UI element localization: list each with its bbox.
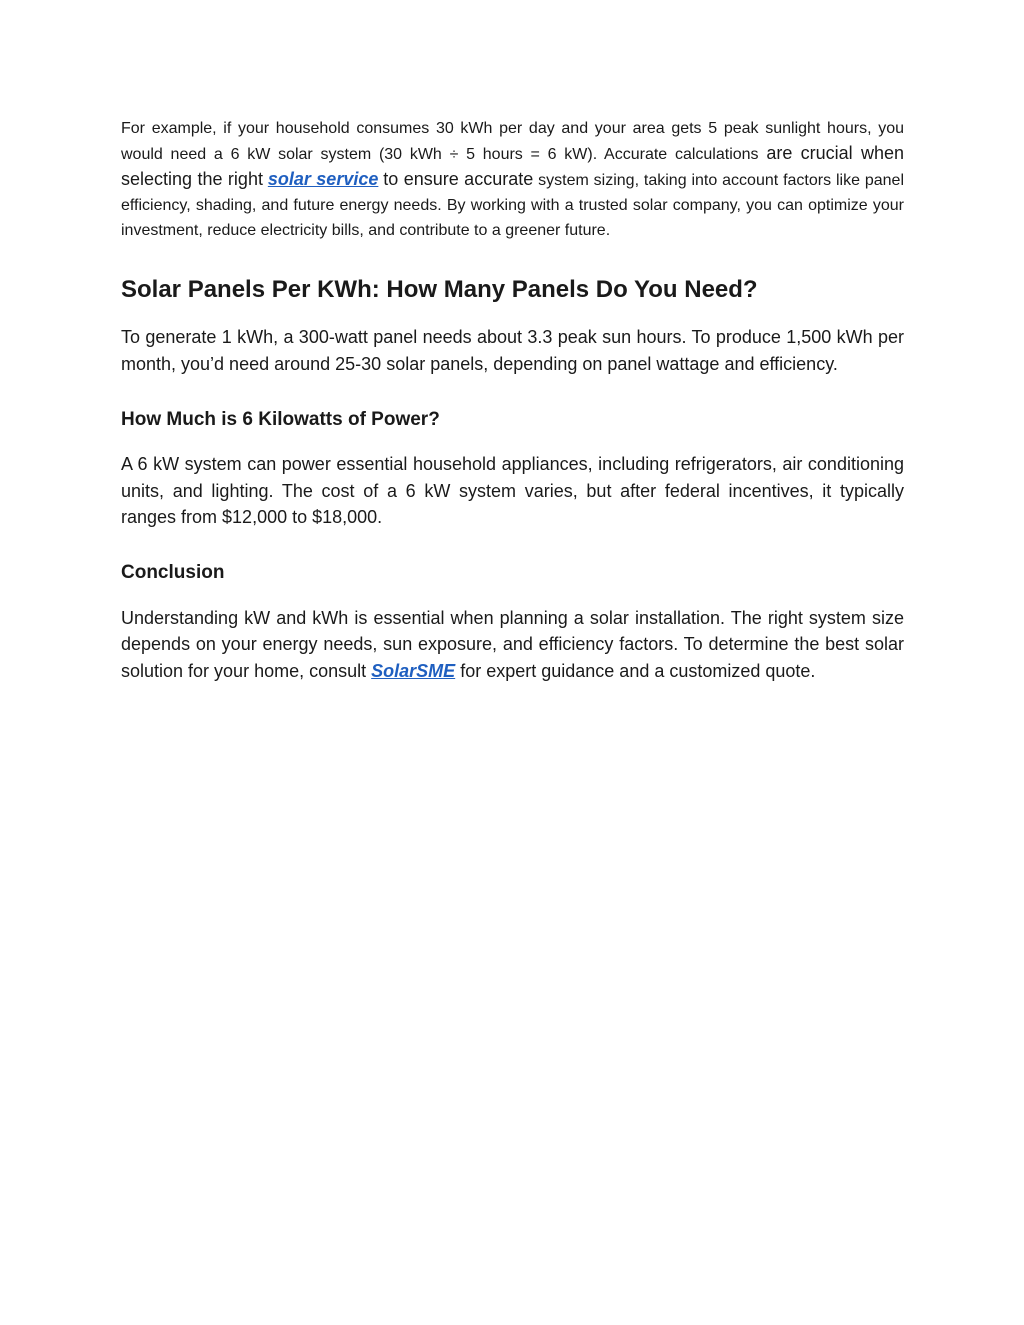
conclusion-text-part2: for expert guidance and a customized quote. [460,660,816,681]
section-heading-panels-per-kwh: Solar Panels Per KWh: How Many Panels Do You Need? [121,276,758,303]
6-kilowatts-paragraph: A 6 kW system can power essential household appliances, including refrigerators, air conditioning units, and lighting. The cost of a 6 kW system varies, but after federal incentives, it typically ranges from $12,000 to $18,000. [121,454,904,527]
intro-text-part3: to ensure accurate [383,169,534,189]
conclusion-text-part1: Understanding kW and kWh is essential when planning a solar installation. The right system size depends on your energy needs, sun exposure, and efficiency factors. To determine the best solar solution for your home, consult [121,607,904,681]
section-heading-conclusion: Conclusion [121,561,225,583]
intro-paragraph [121,116,904,243]
panels-per-kwh-paragraph: To generate 1 kWh, a 300-watt panel needs about 3.3 peak sun hours. To produce 1,500 kWh per month, you’d need around 25-30 solar panels, depending on panel wattage and efficiency. [121,327,904,374]
conclusion-paragraph [121,605,904,685]
document-page [121,116,904,684]
solarsme-link[interactable]: SolarSME [371,660,456,681]
solar-service-link[interactable]: solar service [267,169,379,189]
intro-text-part4: system sizing, taking into account factors like panel efficiency, shading, and future energy needs. By working with a trusted solar company, you can optimize your investment, reduce electricity bills, and contribute to a greener future. [121,172,905,239]
section-heading-6-kilowatts: How Much is 6 Kilowatts of Power? [121,409,440,430]
intro-text-part2: are crucial when selecting the right [121,143,905,189]
intro-text-part1: For example, if your household consumes 30 kWh per day and your area gets 5 peak sunlight hours, you would need a 6 kW solar system (30 kWh ÷ 5 hours = 6 kW). Accurate calculations [121,120,904,163]
